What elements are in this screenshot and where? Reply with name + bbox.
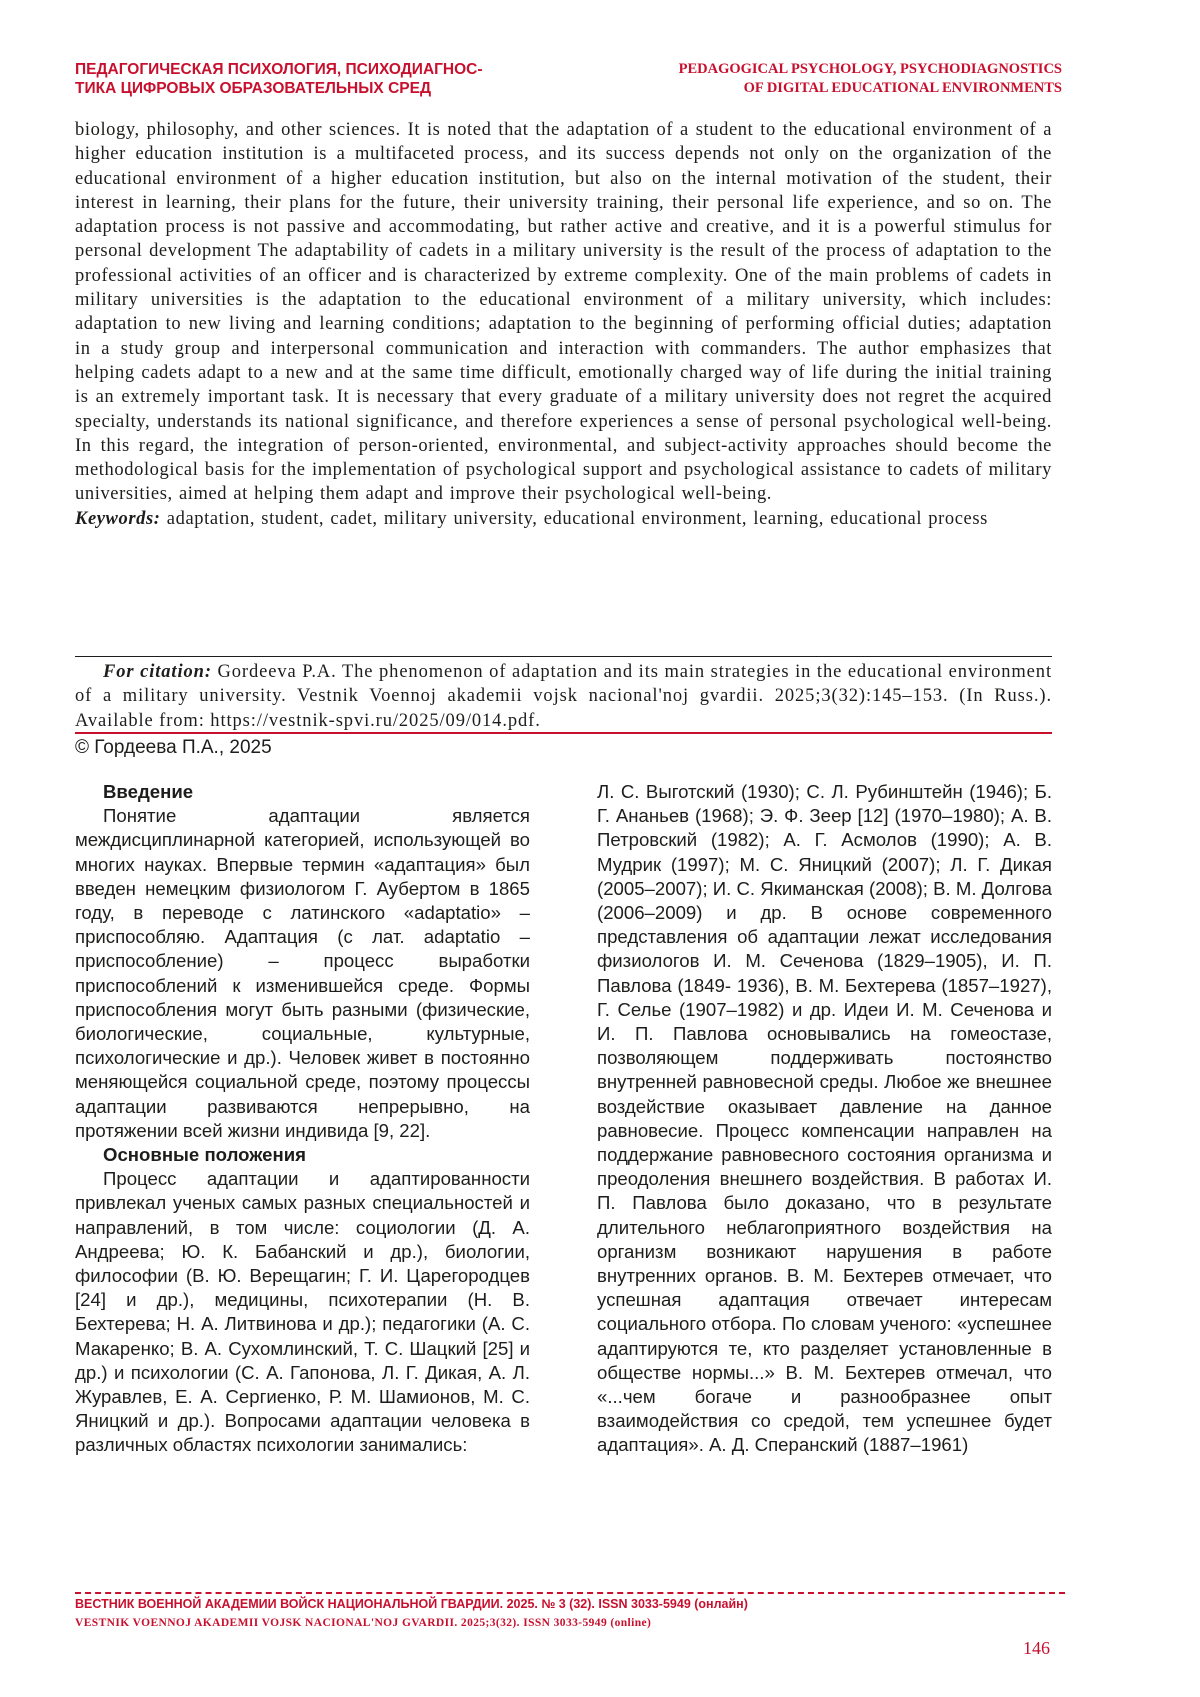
keywords-label: Keywords: [75,508,161,529]
intro-heading: Введение [103,781,194,802]
footer-journal-en: VESTNIK VOENNOJ AKADEMII VOJSK NACIONAL'NOJ GVARDII. 2025;3(32). ISSN 3033-5949 (online) [75,1617,652,1629]
citation-top-rule [75,656,1052,657]
right-column-paragraph: Л. С. Выготский (1930); С. Л. Рубинштейн (1946); Б. Г. Ананьев (1968); Э. Ф. Зеер [12] (1970–1980); А. В. Петровский (1982); А. Г. Асмолов (1990); А. В. Мудрик (1997); М. С. Яницкий (2007); Л. Г. Дикая (2005–2007); И. С. Якиманская (2008); В. М. Долгова (2006–2009) и др. В основе современного представления об адаптации лежат исследования физиологов И. М. Сеченова (1829–1905), И. П. Павлова (1849- 1936), В. М. Бехтерева (1857–1927), Г. Селье (1907–1982) и др. Идеи И. М. Сеченова и И. П. Павлова основывались на гомеостазе, позволяющем поддерживать постоянство внутренней равновесной среды. Любое же внешнее воздействие оказывает давление на данное равновесие. Процесс компенсации направлен на поддержание равновесного состояния организма и преодоления внешнего воздействия. В работах И. П. Павлова было доказано, что в результате длительного неблагоприятного воздействия на организм возникают нарушения в работе внутренних органов. В. М. Бехтерев отмечает, что успешная адаптация отвечает интересам социального отбора. По словам ученого: «успешнее адаптируются те, кто разделяет установленные в обществе нормы...» В. М. Бехтерев отмечал, что «...чем богаче и разнообразнее опыт взаимодействия со средой, тем успешнее будет адаптация». А. Д. Сперанский (1887–1961) [597,781,1052,1456]
keywords-text: adaptation, student, cadet, military university, educational environment, learning, educational process [160,508,988,529]
right-column [597,780,1052,1458]
keywords [75,507,1052,531]
abstract-text: biology, philosophy, and other sciences. It is noted that the adaptation of a student to the educational environment of a higher education institution is a multifaceted process, and its success depends not only on the organization of the educational environment of a higher education institution, but also on the internal motivation of the student, their interest in learning, their plans for the future, their university training, their personal life experience, and so on. The adaptation process is not passive and accommodating, but rather active and creative, and it is a powerful stimulus for personal development The adaptability of cadets in a military university is the result of the process of adaptation to the professional activities of an officer and is characterized by extreme complexity. One of the main problems of cadets in military universities is the adaptation to the educational environment of a military university, which includes: adaptation to new living and learning conditions; adaptation to the beginning of performing official duties; adaptation in a study group and interpersonal communication and interaction with commanders. The author emphasizes that helping cadets adapt to a new and at the same time difficult, emotionally charged way of life during the initial training is an extremely important task. It is necessary that every graduate of a military university does not regret the acquired specialty, understands its national significance, and therefore experiences a sense of personal psychological well-being. In this regard, the integration of person-oriented, environmental, and subject-activity approaches should become the methodological basis for the implementation of psychological support and psychological assistance to cadets of military universities, aimed at helping them adapt and improve their psychological well-being. [75,120,1052,505]
header-ru-line-1: ПЕДАГОГИЧЕСКАЯ ПСИХОЛОГИЯ, ПСИХОДИАГНОС- [75,61,483,78]
running-header-en [562,60,1062,98]
footer-dashed-rule [75,1592,1065,1594]
header-en-line-2: OF DIGITAL EDUCATIONAL ENVIRONMENTS [743,80,1062,96]
citation-block [75,660,1052,733]
copyright: © Гордеева П.А., 2025 [75,737,272,758]
footer-journal-ru: ВЕСТНИК ВОЕННОЙ АКАДЕМИИ ВОЙСК НАЦИОНАЛЬНОЙ ГВАРДИИ. 2025. № 3 (32). ISSN 3033-5949 (онлайн) [75,1597,748,1611]
intro-paragraph: Понятие адаптации является междисциплинарной категорией, использующей во многих науках. Впервые термин «адаптация» был введен немецким физиологом Г. Аубертом в 1865 году, в переводе с латинского «adaptatio» – приспособляю. Адаптация (с лат. adaptatio – приспособление) – процесс выработки приспособлений к изменившейся среде. Формы приспособления могут быть разными (физические, биологические, социальные, культурные, психологические и др.). Человек живет в постоянно меняющейся социальной среде, поэтому процессы адаптации развиваются непрерывно, на протяжении всей жизни индивида [9, 22]. [75,805,530,1141]
header-en-line-1: PEDAGOGICAL PSYCHOLOGY, PSYCHODIAGNOSTICS [678,61,1062,77]
page-number: 146 [1023,1638,1050,1658]
main-heading: Основные положения [103,1144,307,1166]
citation-bottom-rule [75,732,1052,734]
left-column [75,780,530,1458]
running-header-ru [75,60,575,98]
main-paragraph: Процесс адаптации и адаптированности привлекал ученых самых разных специальностей и направлений, в том числе: социологии (Д. А. Андреева; Ю. К. Бабанский и др.), биологии, философии (В. Ю. Верещагин; Г. И. Царегородцев [24] и др.), медицины, психотерапии (Н. В. Бехтерева; Н. А. Литвинова и др.); педагогики (А. С. Макаренко; В. А. Сухомлинский, Т. С. Шацкий [25] и др.) и психологии (С. А. Гапонова, Л. Г. Дикая, А. Л. Журавлев, Е. А. Сергиенко, Р. М. Шамионов, М. С. Яницкий и др.). Вопросами адаптации человека в различных областях психологии занимались: [75,1168,530,1456]
citation-label: For citation: [103,662,212,682]
abstract [75,118,1052,531]
header-ru-line-2: ТИКА ЦИФРОВЫХ ОБРАЗОВАТЕЛЬНЫХ СРЕД [75,80,431,97]
citation-text: Gordeeva P.A. The phenomenon of adaptation and its main strategies in the educational environment of a military university. Vestnik Voennoj akademii vojsk nacional'noj gvardii. 2025;3(32):145–153. (In Russ.). Available from: https://vestnik-spvi.ru/2025/09/014.pdf. [75,662,1052,731]
